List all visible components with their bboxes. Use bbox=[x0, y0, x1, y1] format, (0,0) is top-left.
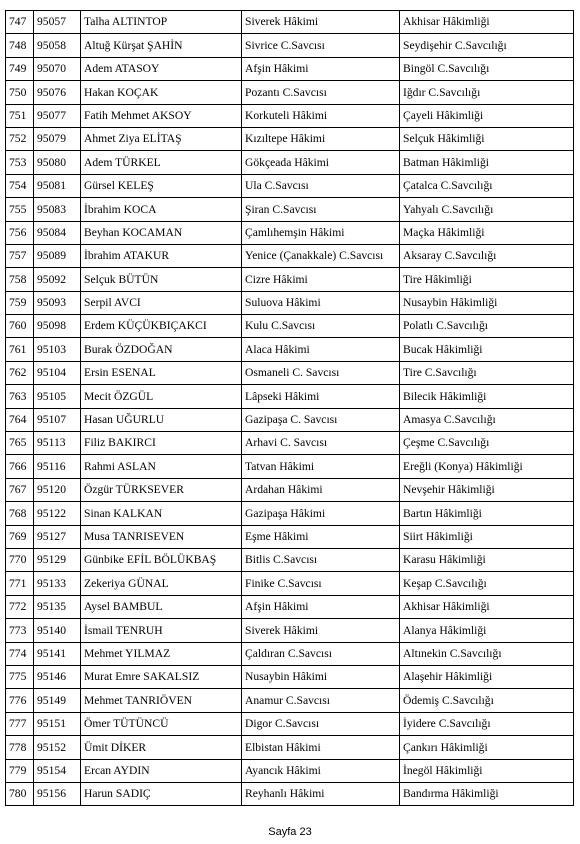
current-post-cell: Ula C.Savcısı bbox=[242, 174, 400, 197]
registry-number-cell: 95079 bbox=[34, 127, 81, 150]
row-number-cell: 758 bbox=[6, 268, 34, 291]
table-row bbox=[6, 81, 574, 104]
current-post-cell: Finike C.Savcısı bbox=[242, 572, 400, 595]
table-row bbox=[6, 361, 574, 384]
registry-number-cell: 95080 bbox=[34, 151, 81, 174]
registry-number-cell: 95133 bbox=[34, 572, 81, 595]
new-post-cell: Alaşehir Hâkimliği bbox=[400, 665, 574, 688]
current-post-cell: Arhavi C. Savcısı bbox=[242, 432, 400, 455]
table-row bbox=[6, 221, 574, 244]
current-post-cell: Siverek Hâkimi bbox=[242, 619, 400, 642]
row-number-cell: 760 bbox=[6, 315, 34, 338]
person-name-cell: Sinan KALKAN bbox=[81, 502, 242, 525]
registry-number-cell: 95122 bbox=[34, 502, 81, 525]
new-post-cell: Tire Hâkimliği bbox=[400, 268, 574, 291]
new-post-cell: Seydişehir C.Savcılığı bbox=[400, 34, 574, 57]
new-post-cell: Bandırma Hâkimliği bbox=[400, 782, 574, 805]
person-name-cell: Zekeriya GÜNAL bbox=[81, 572, 242, 595]
person-name-cell: Ümit DİKER bbox=[81, 736, 242, 759]
table-row bbox=[6, 712, 574, 735]
new-post-cell: Ödemiş C.Savcılığı bbox=[400, 689, 574, 712]
registry-number-cell: 95104 bbox=[34, 361, 81, 384]
row-number-cell: 753 bbox=[6, 151, 34, 174]
person-name-cell: Talha ALTINTOP bbox=[81, 11, 242, 34]
row-number-cell: 765 bbox=[6, 432, 34, 455]
person-name-cell: İbrahim KOCA bbox=[81, 198, 242, 221]
row-number-cell: 780 bbox=[6, 782, 34, 805]
table-row bbox=[6, 127, 574, 150]
current-post-cell: Bitlis C.Savcısı bbox=[242, 548, 400, 571]
person-name-cell: Filiz BAKIRCI bbox=[81, 432, 242, 455]
new-post-cell: Karasu Hâkimliği bbox=[400, 548, 574, 571]
new-post-cell: Maçka Hâkimliği bbox=[400, 221, 574, 244]
table-row bbox=[6, 315, 574, 338]
current-post-cell: Osmaneli C. Savcısı bbox=[242, 361, 400, 384]
table-row bbox=[6, 782, 574, 805]
new-post-cell: Iğdır C.Savcılığı bbox=[400, 81, 574, 104]
current-post-cell: Digor C.Savcısı bbox=[242, 712, 400, 735]
table-row bbox=[6, 619, 574, 642]
registry-number-cell: 95084 bbox=[34, 221, 81, 244]
row-number-cell: 771 bbox=[6, 572, 34, 595]
registry-number-cell: 95083 bbox=[34, 198, 81, 221]
row-number-cell: 763 bbox=[6, 385, 34, 408]
registry-number-cell: 95081 bbox=[34, 174, 81, 197]
person-name-cell: Mehmet YILMAZ bbox=[81, 642, 242, 665]
person-name-cell: Günbike EFİL BÖLÜKBAŞ bbox=[81, 548, 242, 571]
registry-number-cell: 95107 bbox=[34, 408, 81, 431]
current-post-cell: Eşme Hâkimi bbox=[242, 525, 400, 548]
row-number-cell: 772 bbox=[6, 595, 34, 618]
current-post-cell: Tatvan Hâkimi bbox=[242, 455, 400, 478]
appointment-table bbox=[5, 10, 574, 806]
table-row bbox=[6, 174, 574, 197]
registry-number-cell: 95141 bbox=[34, 642, 81, 665]
person-name-cell: Ömer TÜTÜNCÜ bbox=[81, 712, 242, 735]
new-post-cell: Ereğli (Konya) Hâkimliği bbox=[400, 455, 574, 478]
appointment-table-body bbox=[6, 11, 574, 806]
new-post-cell: Polatlı C.Savcılığı bbox=[400, 315, 574, 338]
table-row bbox=[6, 642, 574, 665]
registry-number-cell: 95089 bbox=[34, 244, 81, 267]
person-name-cell: Mecit ÖZGÜL bbox=[81, 385, 242, 408]
registry-number-cell: 95156 bbox=[34, 782, 81, 805]
person-name-cell: Ahmet Ziya ELİTAŞ bbox=[81, 127, 242, 150]
row-number-cell: 747 bbox=[6, 11, 34, 34]
new-post-cell: Siirt Hâkimliği bbox=[400, 525, 574, 548]
person-name-cell: Rahmi ASLAN bbox=[81, 455, 242, 478]
row-number-cell: 766 bbox=[6, 455, 34, 478]
current-post-cell: Çamlıhemşin Hâkimi bbox=[242, 221, 400, 244]
registry-number-cell: 95135 bbox=[34, 595, 81, 618]
new-post-cell: Bingöl C.Savcılığı bbox=[400, 57, 574, 80]
row-number-cell: 761 bbox=[6, 338, 34, 361]
person-name-cell: Adem TÜRKEL bbox=[81, 151, 242, 174]
current-post-cell: Ardahan Hâkimi bbox=[242, 478, 400, 501]
row-number-cell: 756 bbox=[6, 221, 34, 244]
new-post-cell: İnegöl Hâkimliği bbox=[400, 759, 574, 782]
row-number-cell: 752 bbox=[6, 127, 34, 150]
new-post-cell: Akhisar Hâkimliği bbox=[400, 11, 574, 34]
new-post-cell: Batman Hâkimliği bbox=[400, 151, 574, 174]
registry-number-cell: 95120 bbox=[34, 478, 81, 501]
new-post-cell: Çankırı Hâkimliği bbox=[400, 736, 574, 759]
current-post-cell: Afşin Hâkimi bbox=[242, 57, 400, 80]
new-post-cell: Amasya C.Savcılığı bbox=[400, 408, 574, 431]
current-post-cell: Alaca Hâkimi bbox=[242, 338, 400, 361]
table-row bbox=[6, 478, 574, 501]
registry-number-cell: 95146 bbox=[34, 665, 81, 688]
table-row bbox=[6, 338, 574, 361]
current-post-cell: Gazipaşa Hâkimi bbox=[242, 502, 400, 525]
row-number-cell: 764 bbox=[6, 408, 34, 431]
new-post-cell: Çatalca C.Savcılığı bbox=[400, 174, 574, 197]
person-name-cell: Harun SADIÇ bbox=[81, 782, 242, 805]
person-name-cell: Ersin ESENAL bbox=[81, 361, 242, 384]
registry-number-cell: 95140 bbox=[34, 619, 81, 642]
registry-number-cell: 95116 bbox=[34, 455, 81, 478]
new-post-cell: Nusaybin Hâkimliği bbox=[400, 291, 574, 314]
table-row bbox=[6, 244, 574, 267]
current-post-cell: Yenice (Çanakkale) C.Savcısı bbox=[242, 244, 400, 267]
person-name-cell: İsmail TENRUH bbox=[81, 619, 242, 642]
table-row bbox=[6, 408, 574, 431]
row-number-cell: 767 bbox=[6, 478, 34, 501]
person-name-cell: Aysel BAMBUL bbox=[81, 595, 242, 618]
table-row bbox=[6, 104, 574, 127]
current-post-cell: Cizre Hâkimi bbox=[242, 268, 400, 291]
page-number: Sayfa 23 bbox=[268, 826, 312, 838]
table-row bbox=[6, 502, 574, 525]
person-name-cell: Hasan UĞURLU bbox=[81, 408, 242, 431]
new-post-cell: Alanya Hâkimliği bbox=[400, 619, 574, 642]
new-post-cell: Çayeli Hâkimliği bbox=[400, 104, 574, 127]
row-number-cell: 773 bbox=[6, 619, 34, 642]
current-post-cell: Suluova Hâkimi bbox=[242, 291, 400, 314]
new-post-cell: Selçuk Hâkimliği bbox=[400, 127, 574, 150]
current-post-cell: Sivrice C.Savcısı bbox=[242, 34, 400, 57]
person-name-cell: Adem ATASOY bbox=[81, 57, 242, 80]
registry-number-cell: 95092 bbox=[34, 268, 81, 291]
table-row bbox=[6, 385, 574, 408]
person-name-cell: Beyhan KOCAMAN bbox=[81, 221, 242, 244]
person-name-cell: Özgür TÜRKSEVER bbox=[81, 478, 242, 501]
registry-number-cell: 95057 bbox=[34, 11, 81, 34]
current-post-cell: Pozantı C.Savcısı bbox=[242, 81, 400, 104]
table-row bbox=[6, 11, 574, 34]
row-number-cell: 762 bbox=[6, 361, 34, 384]
table-row bbox=[6, 151, 574, 174]
person-name-cell: Erdem KÜÇÜKBIÇAKCI bbox=[81, 315, 242, 338]
person-name-cell: Ercan AYDIN bbox=[81, 759, 242, 782]
registry-number-cell: 95093 bbox=[34, 291, 81, 314]
current-post-cell: Anamur C.Savcısı bbox=[242, 689, 400, 712]
row-number-cell: 751 bbox=[6, 104, 34, 127]
registry-number-cell: 95070 bbox=[34, 57, 81, 80]
table-row bbox=[6, 572, 574, 595]
person-name-cell: Gürsel KELEŞ bbox=[81, 174, 242, 197]
new-post-cell: İyidere C.Savcılığı bbox=[400, 712, 574, 735]
person-name-cell: Altuğ Kürşat ŞAHİN bbox=[81, 34, 242, 57]
new-post-cell: Bucak Hâkimliği bbox=[400, 338, 574, 361]
table-row bbox=[6, 548, 574, 571]
table-row bbox=[6, 57, 574, 80]
person-name-cell: Musa TANRISEVEN bbox=[81, 525, 242, 548]
new-post-cell: Altınekin C.Savcılığı bbox=[400, 642, 574, 665]
person-name-cell: Fatih Mehmet AKSOY bbox=[81, 104, 242, 127]
row-number-cell: 757 bbox=[6, 244, 34, 267]
current-post-cell: Kulu C.Savcısı bbox=[242, 315, 400, 338]
new-post-cell: Bartın Hâkimliği bbox=[400, 502, 574, 525]
current-post-cell: Gökçeada Hâkimi bbox=[242, 151, 400, 174]
table-row bbox=[6, 268, 574, 291]
person-name-cell: Burak ÖZDOĞAN bbox=[81, 338, 242, 361]
person-name-cell: Murat Emre SAKALSIZ bbox=[81, 665, 242, 688]
person-name-cell: Serpil AVCI bbox=[81, 291, 242, 314]
current-post-cell: Lâpseki Hâkimi bbox=[242, 385, 400, 408]
current-post-cell: Ayancık Hâkimi bbox=[242, 759, 400, 782]
current-post-cell: Nusaybin Hâkimi bbox=[242, 665, 400, 688]
current-post-cell: Afşin Hâkimi bbox=[242, 595, 400, 618]
new-post-cell: Yahyalı C.Savcılığı bbox=[400, 198, 574, 221]
row-number-cell: 779 bbox=[6, 759, 34, 782]
registry-number-cell: 95129 bbox=[34, 548, 81, 571]
registry-number-cell: 95149 bbox=[34, 689, 81, 712]
table-row bbox=[6, 198, 574, 221]
current-post-cell: Reyhanlı Hâkimi bbox=[242, 782, 400, 805]
current-post-cell: Korkuteli Hâkimi bbox=[242, 104, 400, 127]
registry-number-cell: 95058 bbox=[34, 34, 81, 57]
table-row bbox=[6, 736, 574, 759]
row-number-cell: 775 bbox=[6, 665, 34, 688]
table-row bbox=[6, 665, 574, 688]
current-post-cell: Elbistan Hâkimi bbox=[242, 736, 400, 759]
registry-number-cell: 95113 bbox=[34, 432, 81, 455]
current-post-cell: Çaldıran C.Savcısı bbox=[242, 642, 400, 665]
row-number-cell: 769 bbox=[6, 525, 34, 548]
registry-number-cell: 95127 bbox=[34, 525, 81, 548]
table-row bbox=[6, 689, 574, 712]
row-number-cell: 754 bbox=[6, 174, 34, 197]
registry-number-cell: 95076 bbox=[34, 81, 81, 104]
registry-number-cell: 95077 bbox=[34, 104, 81, 127]
registry-number-cell: 95105 bbox=[34, 385, 81, 408]
registry-number-cell: 95152 bbox=[34, 736, 81, 759]
person-name-cell: Hakan KOÇAK bbox=[81, 81, 242, 104]
row-number-cell: 768 bbox=[6, 502, 34, 525]
new-post-cell: Çeşme C.Savcılığı bbox=[400, 432, 574, 455]
table-row bbox=[6, 455, 574, 478]
person-name-cell: İbrahim ATAKUR bbox=[81, 244, 242, 267]
registry-number-cell: 95103 bbox=[34, 338, 81, 361]
table-row bbox=[6, 525, 574, 548]
row-number-cell: 759 bbox=[6, 291, 34, 314]
new-post-cell: Bilecik Hâkimliği bbox=[400, 385, 574, 408]
registry-number-cell: 95154 bbox=[34, 759, 81, 782]
current-post-cell: Şiran C.Savcısı bbox=[242, 198, 400, 221]
new-post-cell: Aksaray C.Savcılığı bbox=[400, 244, 574, 267]
table-row bbox=[6, 291, 574, 314]
person-name-cell: Mehmet TANRIÖVEN bbox=[81, 689, 242, 712]
current-post-cell: Siverek Hâkimi bbox=[242, 11, 400, 34]
current-post-cell: Gazipaşa C. Savcısı bbox=[242, 408, 400, 431]
row-number-cell: 778 bbox=[6, 736, 34, 759]
row-number-cell: 749 bbox=[6, 57, 34, 80]
current-post-cell: Kızıltepe Hâkimi bbox=[242, 127, 400, 150]
table-row bbox=[6, 759, 574, 782]
new-post-cell: Nevşehir Hâkimliği bbox=[400, 478, 574, 501]
row-number-cell: 748 bbox=[6, 34, 34, 57]
row-number-cell: 750 bbox=[6, 81, 34, 104]
person-name-cell: Selçuk BÜTÜN bbox=[81, 268, 242, 291]
table-row bbox=[6, 432, 574, 455]
row-number-cell: 755 bbox=[6, 198, 34, 221]
registry-number-cell: 95098 bbox=[34, 315, 81, 338]
row-number-cell: 776 bbox=[6, 689, 34, 712]
table-row bbox=[6, 595, 574, 618]
registry-number-cell: 95151 bbox=[34, 712, 81, 735]
new-post-cell: Akhisar Hâkimliği bbox=[400, 595, 574, 618]
table-row bbox=[6, 34, 574, 57]
new-post-cell: Tire C.Savcılığı bbox=[400, 361, 574, 384]
row-number-cell: 777 bbox=[6, 712, 34, 735]
row-number-cell: 770 bbox=[6, 548, 34, 571]
row-number-cell: 774 bbox=[6, 642, 34, 665]
new-post-cell: Keşap C.Savcılığı bbox=[400, 572, 574, 595]
